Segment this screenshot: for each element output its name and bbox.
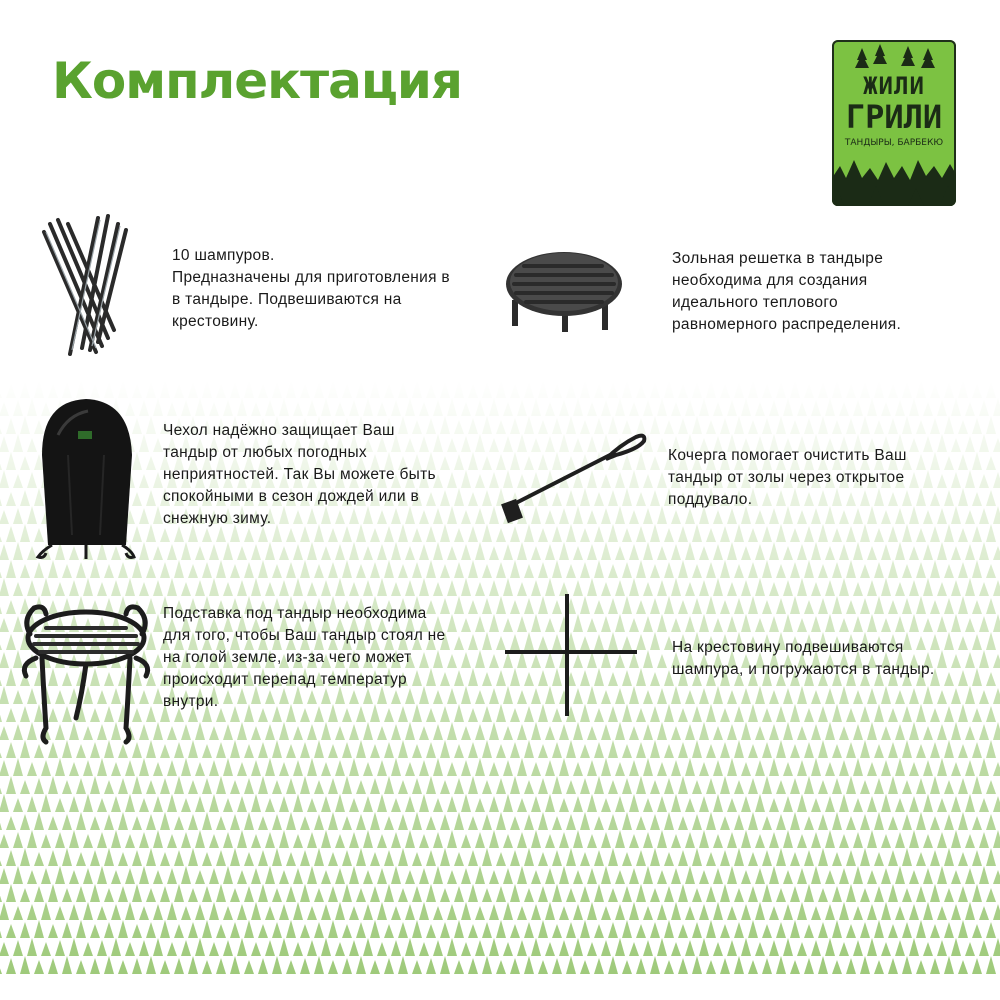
poker-icon bbox=[498, 425, 658, 525]
item-desc-stand: Подставка под тандыр необходима для того, чтобы Ваш тандыр стоял не на голой земле, из-за чего может происходит перепад температур внутри. bbox=[163, 605, 446, 710]
ash-grate-icon bbox=[502, 240, 632, 340]
logo-line1: ЖИЛИ bbox=[863, 72, 925, 100]
item-desc-skewers: 10 шампуров. Предназначены для приготовления в в тандыре. Подвешиваются на крестовину. bbox=[172, 247, 450, 330]
cross-icon bbox=[503, 592, 639, 718]
page-title: Комплектация bbox=[52, 52, 463, 110]
item-desc-poker: Кочерга помогает очистить Ваш тандыр от золы через открытое поддувало. bbox=[668, 447, 907, 508]
stand-icon bbox=[16, 598, 156, 748]
item-desc-cross: На крестовину подвешиваются шампура, и погружаются в тандыр. bbox=[672, 639, 935, 678]
brand-logo bbox=[832, 40, 956, 206]
skewers-icon bbox=[36, 210, 136, 360]
item-desc-cover: Чехол надёжно защищает Ваш тандыр от любых погодных неприятностей. Так Вы можете быть спокойными в сезон дождей или в снежную зиму. bbox=[163, 422, 436, 527]
logo-line2: ГРИЛИ bbox=[845, 98, 943, 136]
logo-tagline: ТАНДЫРЫ, БАРБЕКЮ bbox=[844, 138, 944, 148]
item-desc-ash-grate: Зольная решетка в тандыре необходима для создания идеального теплового равномерного распределения. bbox=[672, 250, 902, 333]
cover-icon bbox=[28, 395, 144, 565]
